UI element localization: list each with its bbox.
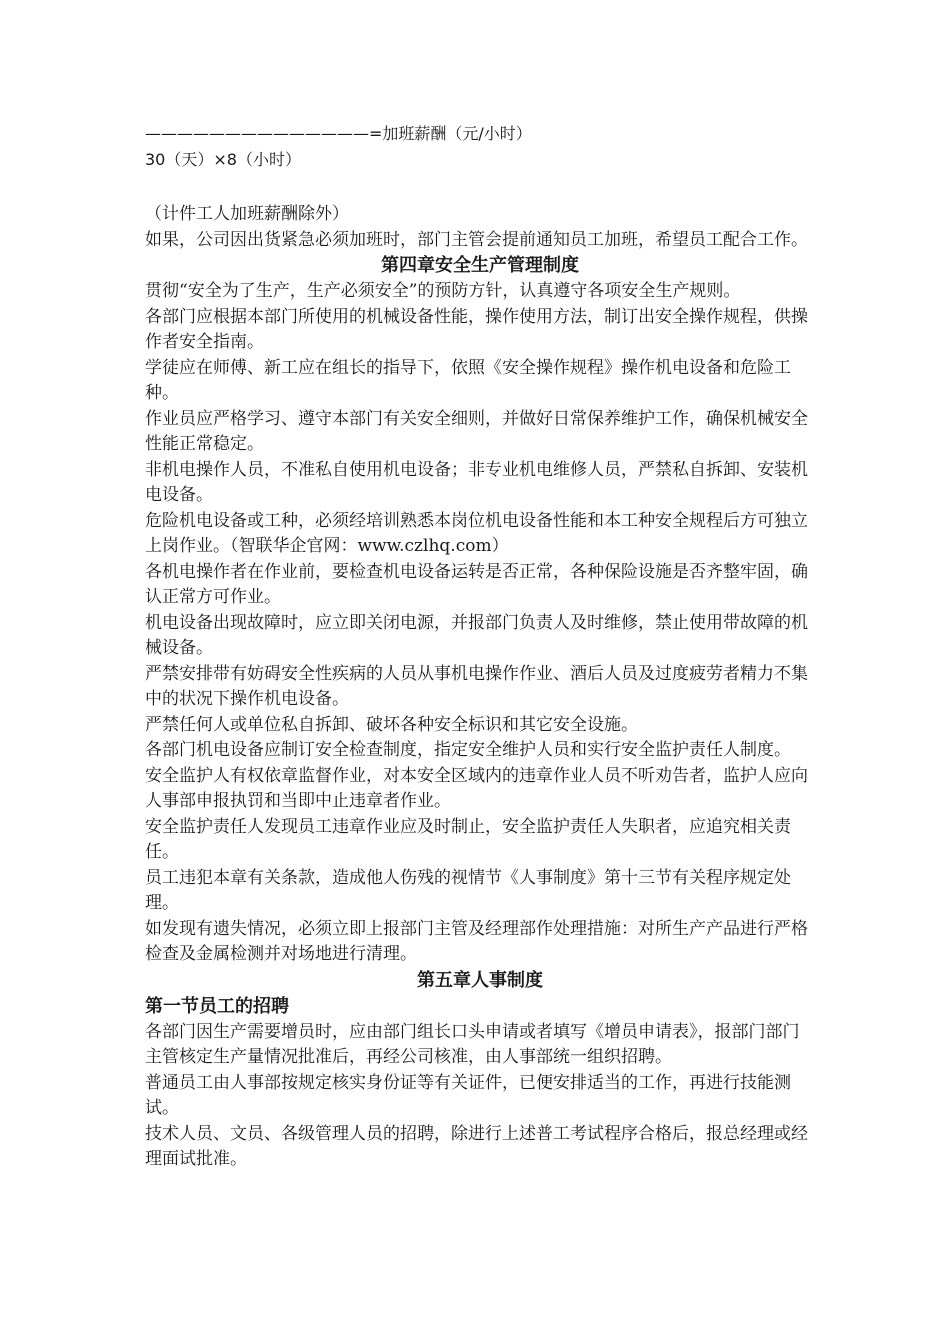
paragraph: 贯彻“安全为了生产，生产必须安全”的预防方针，认真遵守各项安全生产规则。 <box>145 281 741 301</box>
paragraph: 学徒应在师傅、新工应在组长的指导下，依照《安全操作规程》操作机电设备和危险工种。 <box>145 357 791 403</box>
paragraph: 员工违犯本章有关条款，造成他人伤残的视情节《人事制度》第十三节有关程序规定处理。 <box>145 867 791 913</box>
paragraph: 严禁任何人或单位私自拆卸、破坏各种安全标识和其它安全设施。 <box>145 714 638 735</box>
chapter-4-title: 第四章安全生产管理制度 <box>381 255 579 276</box>
paragraph: 普通员工由人事部按规定核实身份证等有关证件，已便安排适当的工作，再进行技能测试。 <box>145 1072 791 1118</box>
paragraph: 安全监护人有权依章监督作业，对本安全区域内的违章作业人员不听劝告者，监护人应向人事部申报执罚和当即中止违章者作业。 <box>145 765 808 811</box>
paragraph: （计件工人加班薪酬除外） <box>145 204 349 224</box>
paragraph: 如发现有遗失情况，必须立即上报部门主管及经理部作处理措施：对所生产产品进行严格检查及金属检测并对场地进行清理。 <box>145 918 808 964</box>
paragraph: 非机电操作人员，不准私自使用机电设备；非专业机电维修人员，严禁私自拆卸、安装机电设备。 <box>145 459 808 505</box>
paragraph: 各部门应根据本部门所使用的机械设备性能，操作使用方法，制订出安全操作规程，供操作者安全指南。 <box>145 306 808 352</box>
paragraph: 严禁安排带有妨碍安全性疾病的人员从事机电操作作业、酒后人员及过度疲劳者精力不集中的状况下操作机电设备。 <box>145 663 808 709</box>
paragraph: 作业员应严格学习、遵守本部门有关安全细则，并做好日常保养维护工作，确保机械安全性能正常稳定。 <box>145 408 808 454</box>
paragraph: 各部门因生产需要增员时，应由部门组长口头申请或者填写《增员申请表》，报部门部门主管核定生产量情况批准后，再经公司核准，由人事部统一组织招聘。 <box>145 1021 800 1067</box>
section-1-title: 第一节员工的招聘 <box>145 995 289 1017</box>
paragraph: 安全监护责任人发现员工违章作业应及时制止，安全监护责任人失职者，应追究相关责任。 <box>145 816 791 862</box>
paragraph: 如果，公司因出货紧急必须加班时，部门主管会提前通知员工加班，希望员工配合工作。 <box>145 229 808 250</box>
paragraph: 机电设备出现故障时，应立即关闭电源，并报部门负责人及时维修，禁止使用带故障的机械设备。 <box>145 612 808 658</box>
paragraph: 危险机电设备或工种，必须经培训熟悉本岗位机电设备性能和本工种安全规程后方可独立上岗作业。（智联华企官网：www.czlhq.com） <box>145 510 808 556</box>
paragraph: 各部门机电设备应制订安全检查制度，指定安全维护人员和实行安全监护责任人制度。 <box>145 740 791 760</box>
chapter-5-title: 第五章人事制度 <box>417 969 543 991</box>
paragraph: 各机电操作者在作业前，要检查机电设备运转是否正常，各种保险设施是否齐整牢固，确认正常方可作业。 <box>145 561 808 607</box>
formula-denominator: 30（天）×8（小时） <box>145 150 301 169</box>
formula-numerator-line: ——————————————=加班薪酬（元/小时） <box>145 124 532 143</box>
paragraph: 技术人员、文员、各级管理人员的招聘，除进行上述普工考试程序合格后，报总经理或经理面试批准。 <box>145 1123 808 1169</box>
document-page <box>145 122 815 1173</box>
